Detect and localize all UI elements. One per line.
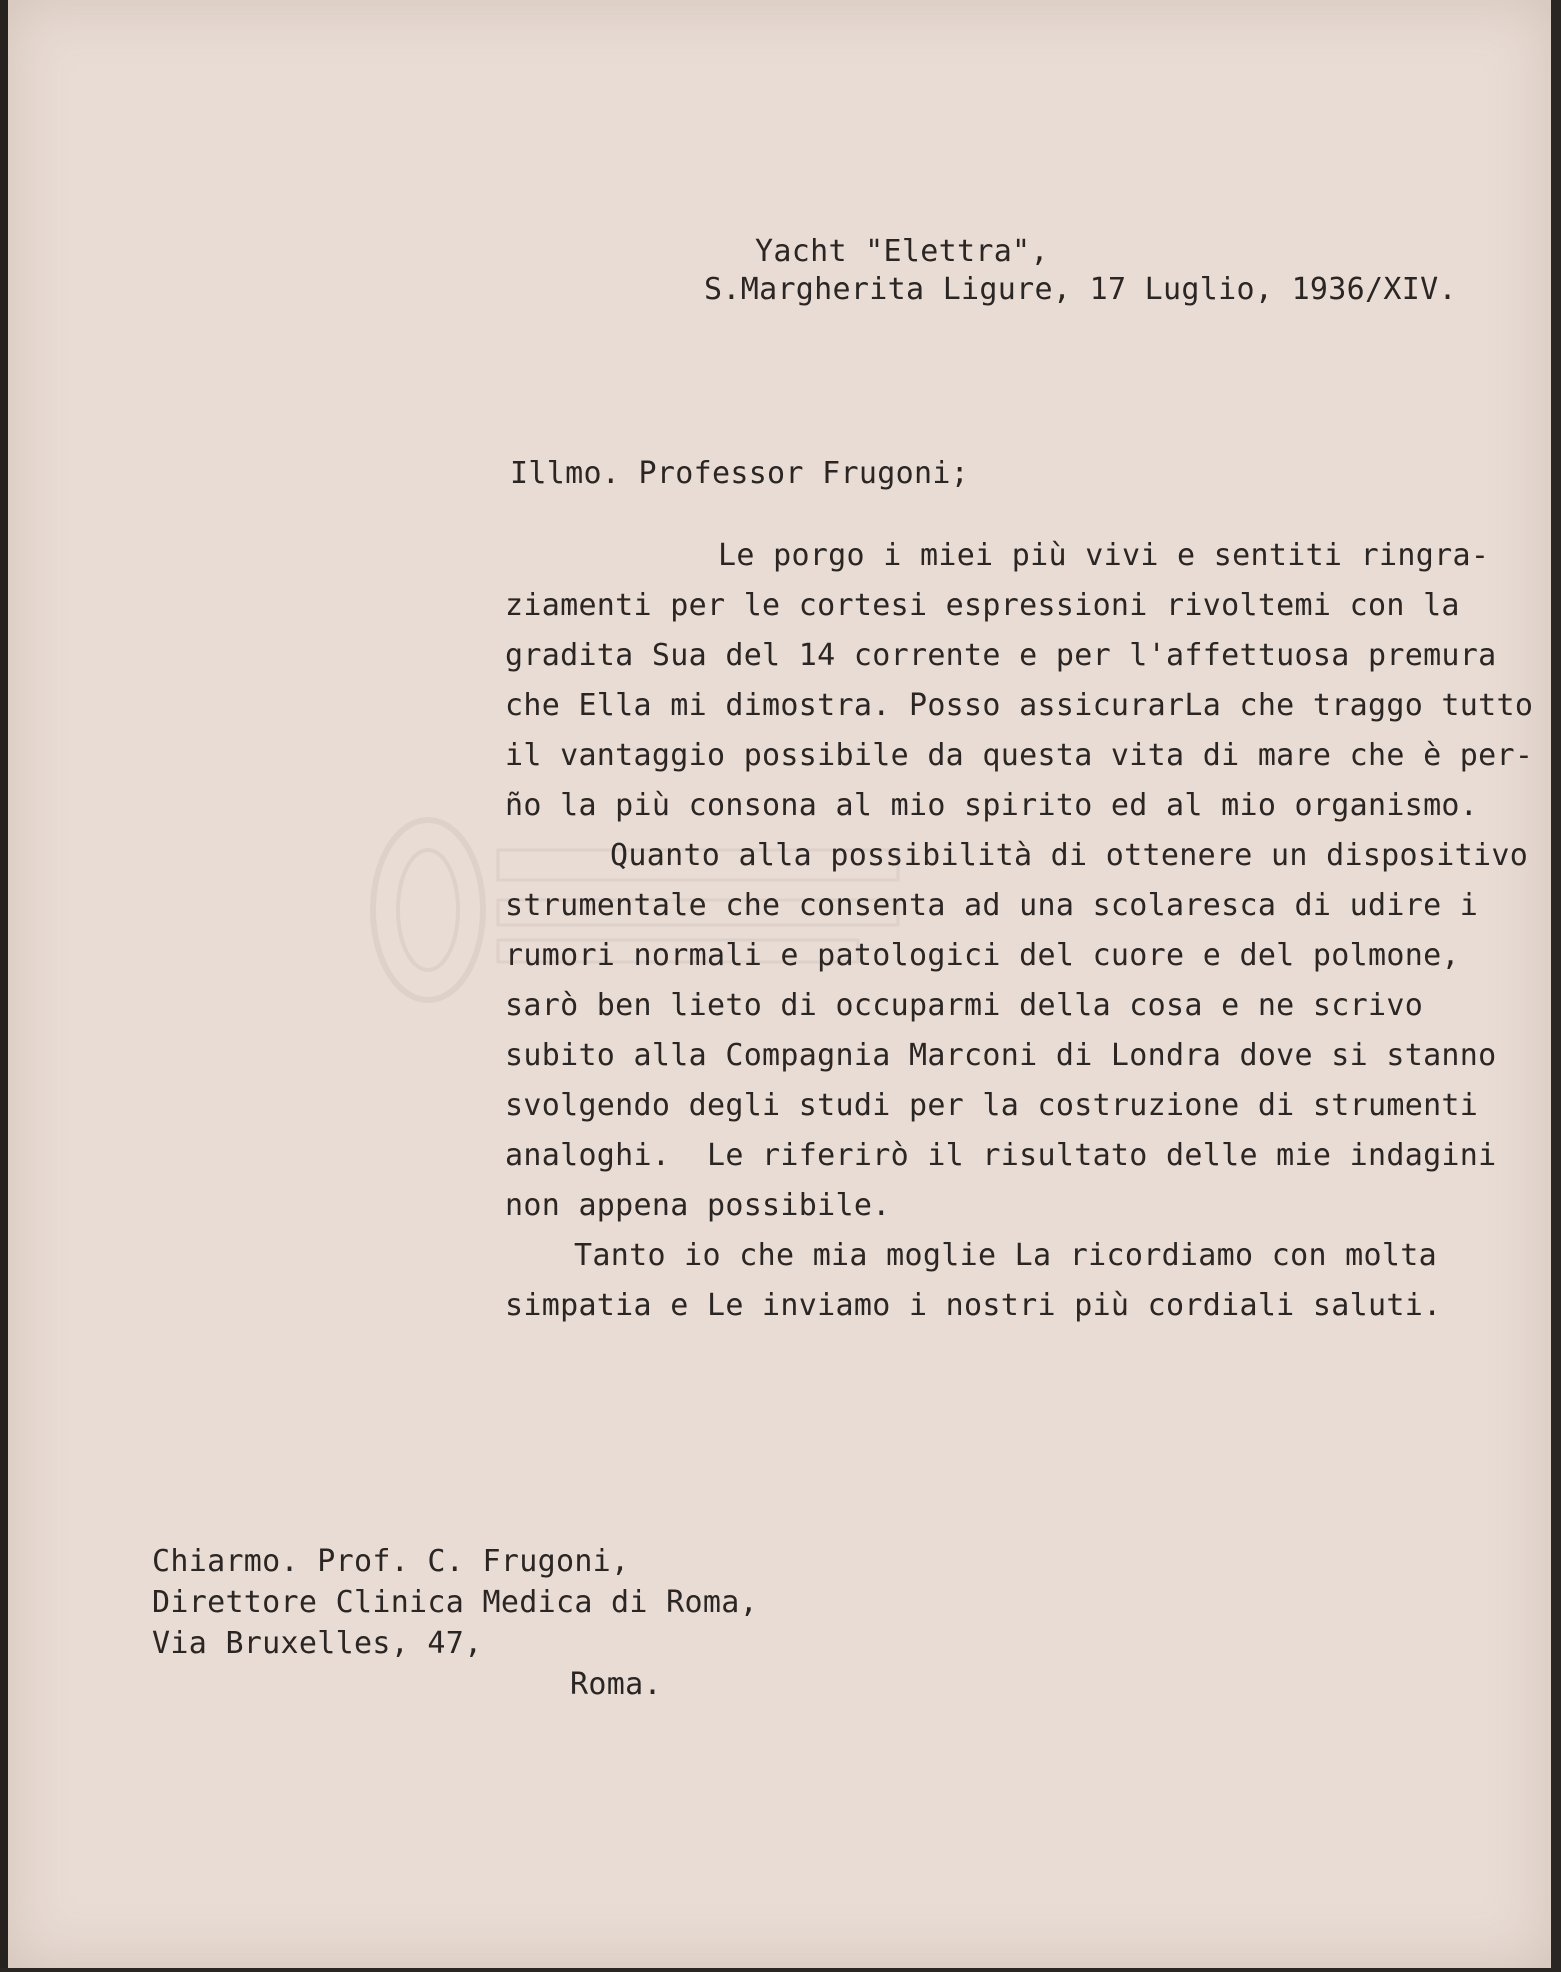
- body-line: subito alla Compagnia Marconi di Londra dove si stanno: [505, 1038, 1497, 1073]
- header-vessel: Yacht "Elettra",: [755, 234, 1049, 269]
- body-line: svolgendo degli studi per la costruzione di strumenti: [505, 1088, 1479, 1123]
- body-line: sarò ben lieto di occuparmi della cosa e ne scrivo: [505, 988, 1424, 1023]
- body-line: ziamenti per le cortesi espressioni rivoltemi con la: [505, 588, 1460, 623]
- body-line: Tanto io che mia moglie La ricordiamo con molta: [574, 1238, 1437, 1273]
- letter-page: [8, 0, 1551, 1968]
- body-line: rumori normali e patologici del cuore e del polmone,: [505, 938, 1460, 973]
- body-line: il vantaggio possibile da questa vita di mare che è per-: [505, 738, 1534, 773]
- body-line: che Ella mi dimostra. Posso assicurarLa che traggo tutto: [505, 688, 1534, 723]
- address-city: Roma.: [570, 1667, 662, 1702]
- body-line: non appena possibile.: [505, 1188, 891, 1223]
- body-line: simpatia e Le inviamo i nostri più cordiali saluti.: [505, 1288, 1442, 1323]
- scan-border-bottom: [0, 1968, 1561, 1972]
- body-line: analoghi. Le riferirò il risultato delle mie indagini: [505, 1138, 1497, 1173]
- body-line: Le porgo i miei più vivi e sentiti ringra-: [718, 538, 1490, 573]
- salutation: Illmo. Professor Frugoni;: [510, 456, 970, 491]
- address-street: Via Bruxelles, 47,: [152, 1626, 483, 1661]
- header-place-date: S.Margherita Ligure, 17 Luglio, 1936/XIV.: [704, 272, 1457, 307]
- body-line: Quanto alla possibilità di ottenere un dispositivo: [610, 838, 1529, 873]
- address-name: Chiarmo. Prof. C. Frugoni,: [152, 1544, 630, 1579]
- address-title: Direttore Clinica Medica di Roma,: [152, 1585, 758, 1620]
- scan-border-left: [0, 0, 8, 1972]
- body-line: strumentale che consenta ad una scolaresca di udire i: [505, 888, 1479, 923]
- body-line: ño la più consona al mio spirito ed al mio organismo.: [505, 788, 1479, 823]
- scan-border-right: [1551, 0, 1561, 1972]
- body-line: gradita Sua del 14 corrente e per l'affettuosa premura: [505, 638, 1497, 673]
